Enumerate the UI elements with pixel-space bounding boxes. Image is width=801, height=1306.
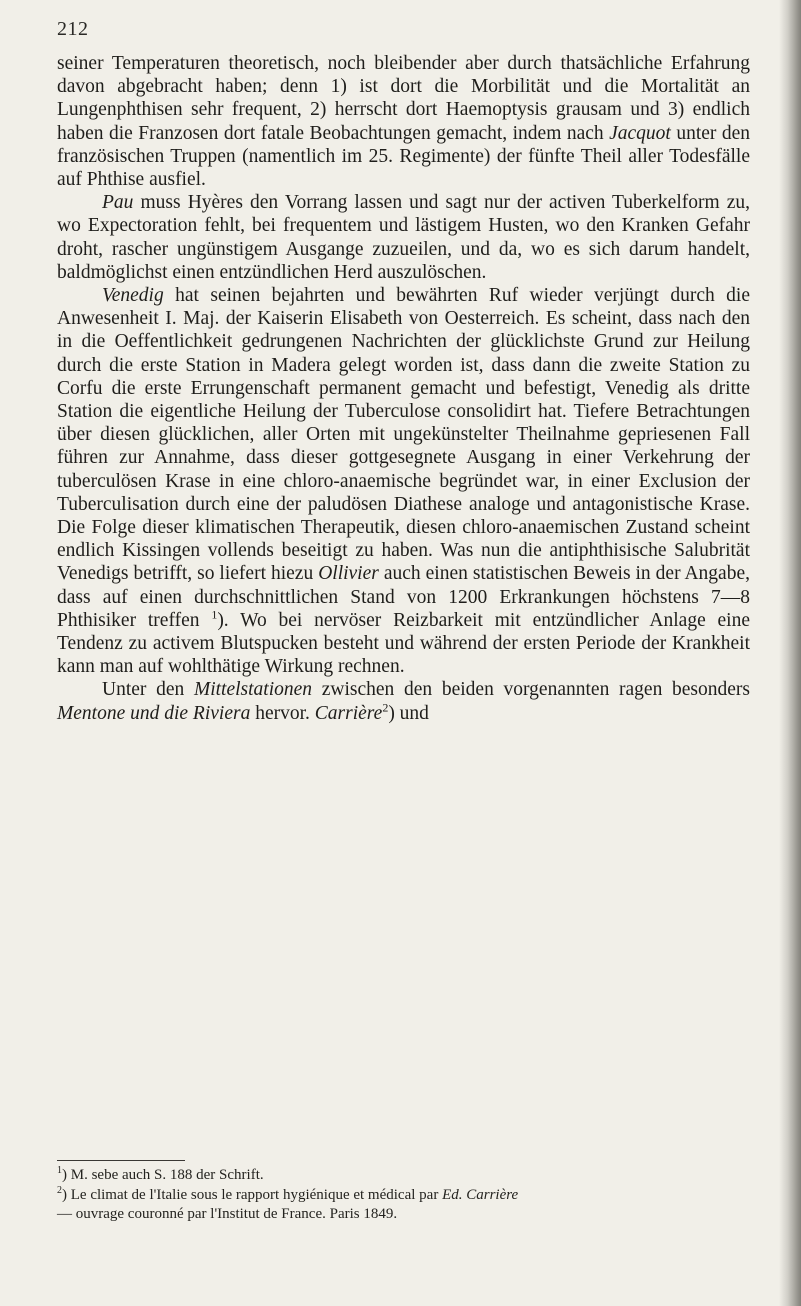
footnote-2-continued [57, 1205, 750, 1225]
paragraph-pau-text: muss Hyères den Vorrang lassen und sagt nur der activen Tuberkelform zu, wo Expectoration fehlt, bei frequentem und lästigem Husten, wo den Kranken Gefahr droht, rascher ungünstigem Ausgange zuzueilen, und da, wo es sich darum handelt, baldmöglichst einen entzündlichen Herd auszulöschen. [57, 192, 751, 283]
paragraph-1 [57, 52, 750, 191]
paragraph-venedig-end: auch einen statistischen Beweis in der Angabe, dass auf einen durchschnittlichen Stand von 1200 Erkrankungen höchstens 7—8 Phthisiker treffen [57, 563, 750, 631]
paragraph-4-mid2: hervor. [255, 702, 310, 724]
place-venedig: Venedig [102, 285, 164, 307]
page-number: 212 [57, 18, 89, 40]
footnote-1-text: ) M. sebe auch S. 188 der Schrift. [62, 1167, 264, 1183]
footnote-1 [57, 1166, 750, 1186]
footnote-2-text: ) Le climat de l'Italie sous le rapport hygiénique et médical par [62, 1186, 439, 1203]
paragraph-4-end: ) und [388, 702, 429, 724]
paragraph-mittelstationen [57, 678, 750, 724]
author-jacquot: Jacquot [609, 122, 671, 144]
paragraph-pau [57, 191, 750, 284]
place-mentone-riviera: Mentone und die Riviera [57, 702, 251, 724]
body-text [57, 52, 750, 725]
author-carriere: Carrière [314, 702, 383, 724]
paragraph-venedig-tail: ). Wo bei nervöser Reizbarkeit mit entzündlicher Anlage eine Tendenz zu activem Blutspucken besteht und während der ersten Periode der Krankheit kann man auf wohlthätige Wirkung rechnen. [57, 609, 750, 678]
paragraph-1-end: unter den französischen Truppen (namentlich im 25. Regimente) der fünfte Theil aller Todesfälle auf Phthise ausfiel. [57, 122, 751, 191]
author-ollivier: Ollivier [318, 563, 379, 585]
paragraph-4-start: Unter den [102, 679, 185, 701]
footnote-2-mark: 2 [57, 1184, 62, 1196]
footnote-2-author: Ed. Carrière [442, 1186, 519, 1203]
term-mittelstationen: Mittelstationen [193, 679, 313, 701]
paragraph-venedig [57, 284, 750, 678]
paragraph-venedig-text: hat seinen bejahrten und bewährten Ruf wieder verjüngt durch die Anwesenheit I. Maj. der Kaiserin Elisabeth von Oesterreich. Es scheint, dass nach den in die Oeffentlichkeit gedrungenen Nachrichten der glücklichste Grund zur Heilung durch die erste Station in Madera gelegt worden ist, dass dann die zweite Station zu Corfu die erste Errungenschaft permanent gemacht und befestigt, Venedig als dritte Station die eigentliche Heilung der Tuberculose consolidirt hat. Tiefere Betrachtungen über diesen glücklichen, aller Orten mit ungekünstelter Theilnahme gepriesenen Fall führen zur Annahme, dass dieser gottgesegnete Ausgang in einer Verkehrung der tuberculösen Krase in eine chloro-anaemische begründet war, in einer Exclusion der Tuberculisation durch eine der paludösen Diathese analoge und antagonistische Krase. Die Folge dieser klimatischen Therapeutik, diesen chloro-anaemischen Zustand scheint endlich Kissingen vollends beseitigt zu haben. Was nun die antiphthisische Salubrität Venedigs betrifft, so liefert hiezu [57, 285, 751, 585]
footnote-2-continued-text: — ouvrage couronné par l'Institut de France. Paris 1849. [57, 1206, 398, 1222]
footnote-ref-1[interactable]: 1 [211, 607, 218, 622]
place-pau: Pau [102, 192, 134, 214]
page-edge-shadow [779, 0, 801, 1306]
footnote-divider [57, 1160, 185, 1161]
paragraph-1-text: seiner Temperaturen theoretisch, noch bleibender aber durch thatsächliche Erfahrung davon abgebracht haben; denn 1) ist dort die Morbilität und die Mortalität an Lungenphthisen sehr frequent, 2) herrscht dort Haemoptysis grausam und 3) endlich haben die Franzosen dort fatale Beobachtungen gemacht, indem nach [57, 53, 750, 144]
footnotes [57, 1166, 750, 1225]
paragraph-4-mid: zwischen den beiden vorgenannten ragen besonders [321, 679, 751, 701]
footnote-ref-2[interactable]: 2 [382, 700, 389, 715]
footnote-2 [57, 1186, 750, 1206]
footnote-1-mark: 1 [57, 1165, 62, 1176]
